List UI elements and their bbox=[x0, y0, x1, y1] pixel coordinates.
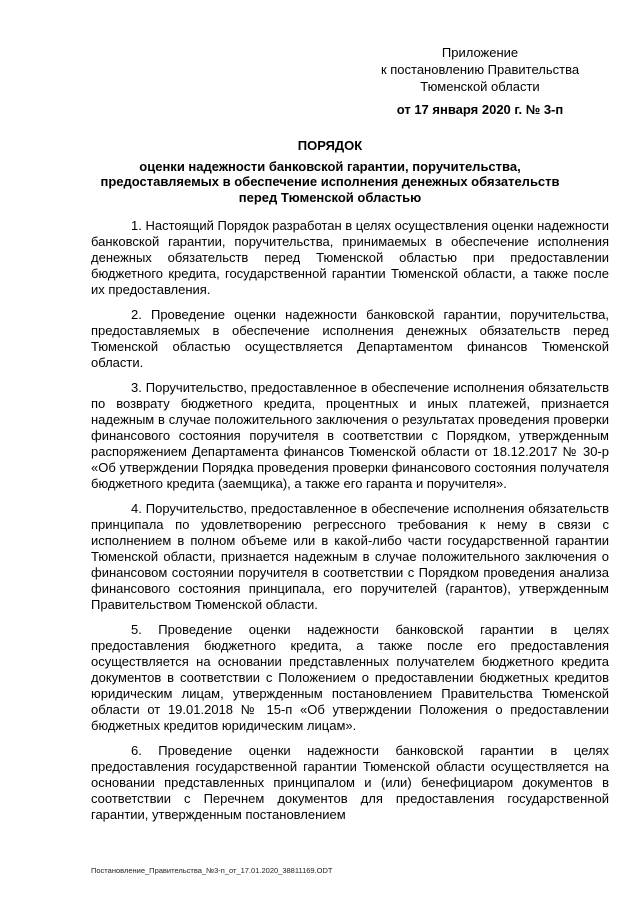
paragraph-1: 1. Настоящий Порядок разработан в целях осуществления оценки надежности банковской гарантии, поручительства, принимаемых в обеспечение исполнения денежных обязательств перед Тюменской областью при предоставлении бюджетного кредита, государственной гарантии Тюменской области, а также после их предоставления. bbox=[91, 218, 609, 297]
paragraph-6: 6. Проведение оценки надежности банковской гарантии в целях предоставления государственной гарантии Тюменской области осуществляется на основании представленных принципалом и (или) бенефициаром документов в соответствии с Перечнем документов для предоставления государственной гарантии, утвержденным постановлением bbox=[91, 743, 609, 822]
appendix-date-number: от 17 января 2020 г. № 3-п bbox=[396, 102, 564, 117]
appendix-region-line: Тюменской области bbox=[420, 79, 540, 94]
paragraph-5: 5. Проведение оценки надежности банковской гарантии в целях предоставления бюджетного кредита, а также после его предоставления осуществляется на основании представленных получателем бюджетного кредита документов в соответствии с Положением о предоставлении бюджетных кредитов юридическим лицам, утвержденным постановлением Правительства Тюменской области от 19.01.2018 № 15-п «Об утверждении Положения о предоставлении бюджетных кредитов юридическим лицам». bbox=[91, 622, 609, 733]
document-title bbox=[95, 138, 565, 205]
title-main: ПОРЯДОК bbox=[297, 138, 363, 153]
paragraph-2: 2. Проведение оценки надежности банковской гарантии, поручительства, предоставляемых в обеспечение исполнения денежных обязательств перед Тюменской областью осуществляется Департаментом финансов Тюменской области. bbox=[91, 307, 609, 370]
paragraph-3: 3. Поручительство, предоставленное в обеспечение исполнения обязательств по возврату бюджетного кредита, процентных и иных платежей, признается надежным в случае положительного заключения о результатах проведения проверки финансового состояния поручителя в соответствии с Порядком, утвержденным распоряжением Департамента финансов Тюменской области от 18.12.2017 № 30-р «Об утверждении Порядка проведения проверки финансового состояния получателя бюджетного кредита (заемщика), а также его гаранта и поручителя». bbox=[91, 380, 609, 491]
title-subtitle: оценки надежности банковской гарантии, поручительства, предоставляемых в обеспечение исполнения денежных обязательств перед Тюменской областью bbox=[100, 158, 560, 205]
appendix-label: Приложение bbox=[441, 45, 519, 60]
document-body bbox=[91, 218, 609, 832]
appendix-header bbox=[360, 44, 600, 118]
file-name-footer: Постановление_Правительства_№3-п_от_17.01.2020_38811169.ODT bbox=[91, 866, 333, 875]
appendix-resolution-line: к постановлению Правительства bbox=[380, 62, 580, 77]
paragraph-4: 4. Поручительство, предоставленное в обеспечение исполнения обязательств принципала по удовлетворению регрессного требования к нему в связи с исполнением в полном объеме или в какой-либо части государственной гарантии Тюменской области, признается надежным в случае положительного заключения о финансовом состоянии поручителя в соответствии с Порядком проведения анализа финансового состояния принципала, его поручителей (гарантов), утвержденным Правительством Тюменской области. bbox=[91, 501, 609, 612]
